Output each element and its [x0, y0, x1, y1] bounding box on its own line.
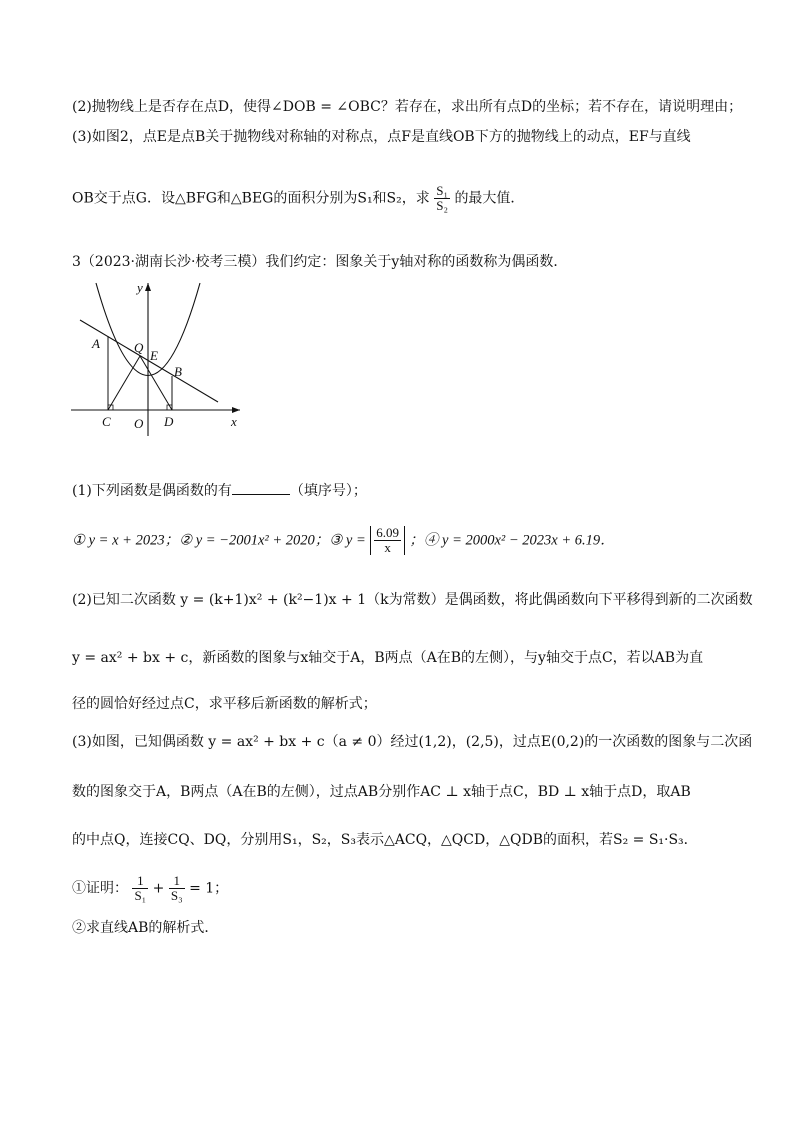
question-3-2-text: (2)已知二次函数 y = (k+1)x² + (k²−1)x + 1（k为常数）是偶函数，将此偶函数向下平移得到新的二次函数 — [72, 592, 753, 608]
fraction-denominator: S₂ — [436, 198, 448, 213]
text-segment: ；④ y = 2000x² − 2023x + 6.19． — [409, 532, 615, 549]
text-segment: ①证明： — [72, 880, 128, 897]
fraction-denominator: S₁ — [134, 888, 147, 903]
label-x: x — [231, 414, 237, 429]
label-e: E — [150, 348, 158, 363]
fraction-numerator: 6.09 — [376, 525, 399, 540]
fraction-1-over-s3 — [169, 874, 185, 903]
fraction-numerator: S₁ — [436, 183, 448, 198]
answer-blank — [232, 480, 290, 495]
label-a: A — [92, 336, 100, 351]
label-y: y — [137, 280, 143, 295]
question-3-1-text — [72, 480, 740, 501]
question-2-2-text: (2)抛物线上是否存在点D，使得∠DOB = ∠OBC？若存在，求出所有点D的坐标；若不存在，请说明理由； — [72, 99, 743, 115]
question-2-3-text-cont — [72, 184, 740, 213]
text-segment: (1)下列函数是偶函数的有 — [72, 483, 232, 499]
question-2-3-text: (3)如图2，点E是点B关于抛物线对称轴的对称点，点F是直线OB下方的抛物线上的动点，EF与直线 — [72, 129, 691, 145]
question-3-3-text-cont: 数的图象交于A，B两点（A在B的左侧），过点AB分别作AC ⊥ x轴于点C，BD ⊥ x轴于点D，取AB — [72, 784, 691, 800]
y-axis-arrow — [145, 283, 151, 291]
fraction-1-over-s1 — [132, 874, 148, 903]
question-3-header: 3（2023·湖南长沙·校考三模）我们约定：图象关于y轴对称的函数称为偶函数． — [72, 254, 568, 270]
question-3-1-options — [72, 526, 740, 555]
fraction-denominator: x — [384, 540, 391, 555]
text-segment: OB交于点G．设△BFG和△BEG的面积分别为S₁和S₂，求 — [72, 190, 430, 207]
question-3-3-proof — [72, 874, 740, 903]
question-3-3-text: (3)如图，已知偶函数 y = ax² + bx + c（a ≠ 0）经过(1,2)，(2,5)，过点E(0,2)的一次函数的图象与二次函 — [72, 734, 753, 750]
label-b: B — [174, 364, 182, 379]
fraction-denominator: S₃ — [170, 888, 183, 903]
label-o: O — [134, 416, 144, 431]
fraction-s1-s2 — [434, 184, 450, 213]
parabola-figure — [68, 278, 248, 438]
label-q: Q — [134, 340, 144, 355]
question-3-3-task: ②求直线AB的解析式． — [72, 920, 219, 936]
segment-cq — [108, 356, 140, 410]
text-segment: 的最大值． — [454, 190, 525, 207]
question-3-2-text-cont: y = ax² + bx + c，新函数的图象与x轴交于A，B两点（A在B的左侧），与y轴交于点C，若以AB为直 — [72, 650, 704, 666]
line-ab — [80, 320, 218, 402]
label-c: C — [102, 414, 111, 429]
fraction-6-09-over-x — [374, 526, 401, 555]
text-segment: ① y = x + 2023；② y = −2001x² + 2020；③ y = — [72, 532, 366, 549]
segment-dq — [140, 356, 172, 410]
x-axis-arrow — [232, 407, 240, 413]
label-d: D — [164, 414, 174, 429]
question-3-2-text-end: 径的圆恰好经过点C，求平移后新函数的解析式； — [72, 696, 377, 712]
absolute-value — [370, 526, 405, 555]
fraction-numerator: 1 — [169, 874, 185, 889]
text-segment: （填序号）； — [289, 483, 367, 499]
text-segment: = 1； — [189, 880, 229, 897]
fraction-numerator: 1 — [132, 874, 148, 889]
plus-sign: + — [152, 880, 165, 897]
question-3-3-text-end: 的中点Q，连接CQ、DQ，分别用S₁，S₂，S₃表示△ACQ，△QCD，△QDB的面积，若S₂ = S₁·S₃． — [72, 832, 698, 848]
